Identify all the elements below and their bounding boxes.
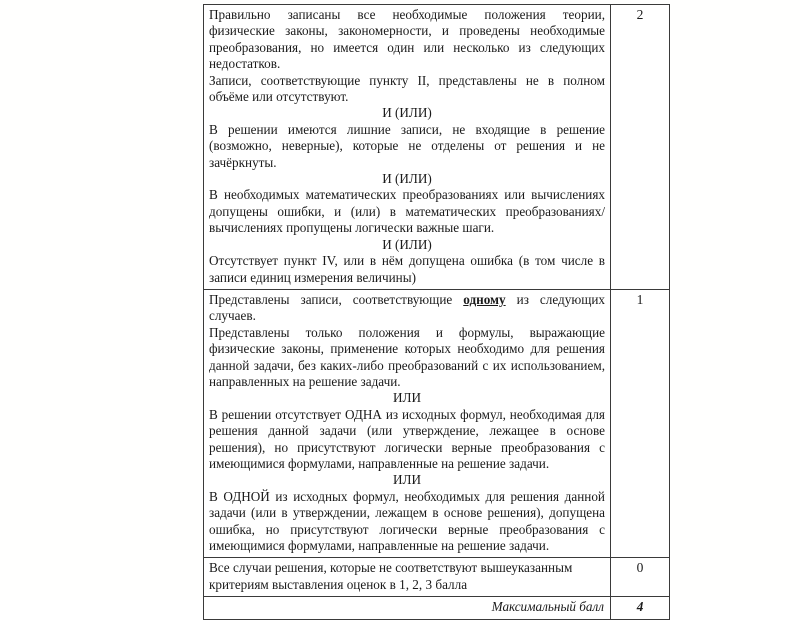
criteria-separator: И (ИЛИ) <box>382 236 432 252</box>
criteria-paragraph: Правильно записаны все необходимые положения теории, физические законы, закономерности, и проведены необходимые преобразования, но имеется один или несколько из следующих недостатков. <box>209 7 605 72</box>
criteria-separator: ИЛИ <box>393 472 421 488</box>
table-row-max-score <box>204 597 670 619</box>
max-score-label: Максимальный балл <box>204 597 611 619</box>
criteria-separator: ИЛИ <box>393 390 421 406</box>
criteria-paragraph: В решении отсутствует ОДНА из исходных формул, необходимая для решения данной задачи (или утверждение, лежащее в основе решения), но присутствуют логически верные преобразования с имеющимися формулами, направленные на решение задачи. <box>209 406 605 471</box>
criteria-paragraph: В необходимых математических преобразованиях или вычислениях допущены ошибки, и (или) в математических преобразованиях/вычислениях пропущены логически важные шаги. <box>209 187 605 236</box>
criteria-paragraph: Все случаи решения, которые не соответствуют вышеуказанным критериям выставления оценок в 1, 2, 3 балла <box>209 560 573 592</box>
criteria-text-prefix: Представлены записи, соответствующие <box>209 291 464 307</box>
score-value-1: 1 <box>611 289 670 558</box>
criteria-cell-score-2 <box>204 5 611 290</box>
criteria-paragraph: В ОДНОЙ из исходных формул, необходимых для решения данной задачи (или в утверждении, лежащем в основе решения), допущена ошибка, но присутствуют логически верные преобразования с имеющимися формулами, направленные на решение задачи. <box>209 488 605 553</box>
max-score-value: 4 <box>611 597 670 619</box>
table-row <box>204 289 670 558</box>
grading-criteria-table <box>203 4 670 620</box>
criteria-paragraph: Отсутствует пункт IV, или в нём допущена ошибка (в том числе в записи единиц измерения величины) <box>209 253 605 285</box>
criteria-text-suffix: из следующих случаев. <box>209 291 605 324</box>
criteria-separator: И (ИЛИ) <box>382 171 432 187</box>
criteria-separator: И (ИЛИ) <box>382 105 432 121</box>
criteria-paragraph: В решении имеются лишние записи, не входящие в решение (возможно, неверные), которые не отделены от решения и не зачёркнуты. <box>209 121 605 170</box>
score-value-2: 2 <box>611 5 670 290</box>
criteria-paragraph: Представлены только положения и формулы, выражающие физические законы, применение которых необходимо для решения данной задачи, без каких-либо преобразований с их использованием, направленных на решение задачи. <box>209 324 605 389</box>
criteria-emphasis: одному <box>463 291 506 307</box>
criteria-cell-score-0 <box>204 558 611 597</box>
table-row <box>204 558 670 597</box>
table-row <box>204 5 670 290</box>
criteria-cell-score-1 <box>204 289 611 558</box>
criteria-paragraph: Записи, соответствующие пункту II, представлены не в полном объёме или отсутствуют. <box>209 72 605 105</box>
criteria-paragraph-emphasized <box>209 292 605 325</box>
score-value-0: 0 <box>611 558 670 597</box>
